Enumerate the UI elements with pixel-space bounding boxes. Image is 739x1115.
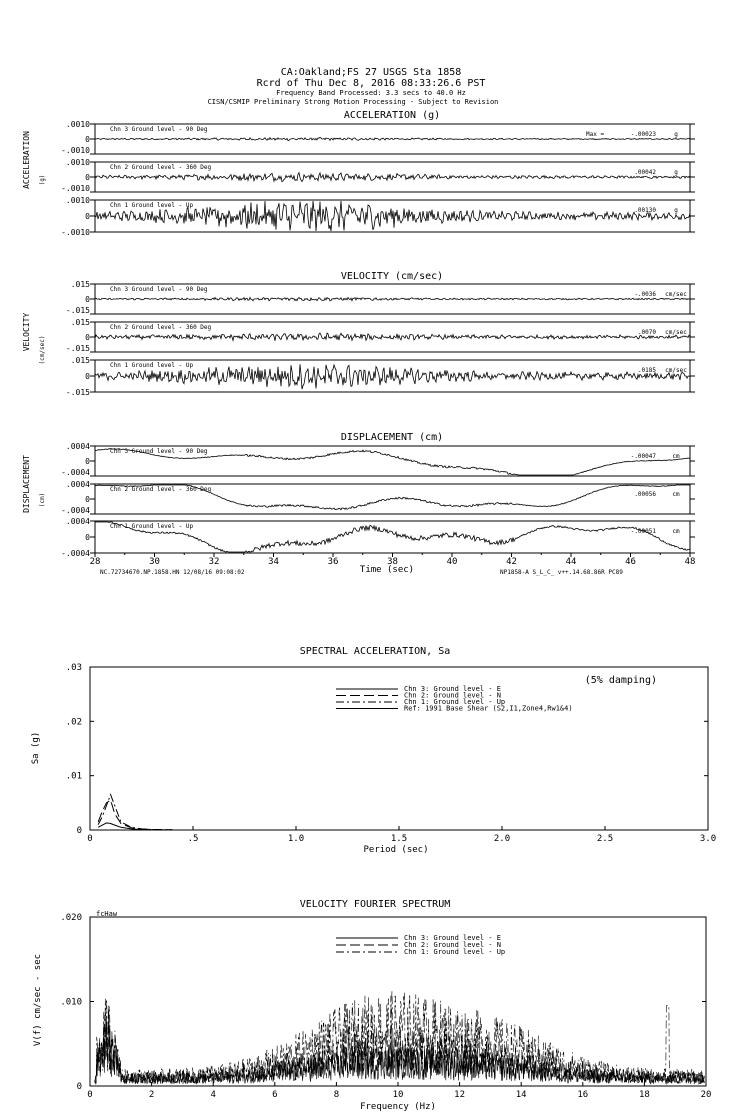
waveform-trace xyxy=(95,173,690,182)
channel-name: Chn 3 Ground level - 90 Deg xyxy=(110,126,208,133)
y-tick-label: .020 xyxy=(60,913,82,923)
x-tick-label: 20 xyxy=(700,1090,712,1100)
sa-annotation: (5% damping) xyxy=(584,675,657,686)
y-tick-label: .02 xyxy=(65,717,82,728)
x-tick-label: 2.5 xyxy=(596,834,614,844)
spectral-acceleration-chart xyxy=(31,646,716,855)
fs-corner-label: fcHaw xyxy=(96,910,118,918)
x-tick-label: 1.5 xyxy=(390,834,408,844)
x-tick-label: 46 xyxy=(625,557,636,567)
sa-title: SPECTRAL ACCELERATION, Sa xyxy=(299,646,451,657)
sa-series-2 xyxy=(98,800,172,830)
displacement-panel xyxy=(22,432,695,575)
fs-xlabel: Frequency (Hz) xyxy=(360,1102,436,1112)
velocity-fourier-spectrum-chart xyxy=(33,899,711,1112)
y-tick-label: 0 xyxy=(85,173,90,182)
dis-channel-3 xyxy=(61,517,695,558)
peak-unit: cm/sec xyxy=(665,329,687,336)
peak-value: .00130 xyxy=(634,207,656,214)
peak-value: .00042 xyxy=(634,169,656,176)
x-tick-label: 2.0 xyxy=(493,834,511,844)
y-tick-label: -.0004 xyxy=(61,506,90,515)
y-tick-label: -.015 xyxy=(65,388,90,397)
x-tick-label: 38 xyxy=(387,557,398,567)
peak-unit: cm xyxy=(672,453,680,460)
y-tick-label: 0 xyxy=(85,295,90,304)
y-tick-label: .0010 xyxy=(65,158,90,167)
y-tick-label: 0 xyxy=(85,212,90,221)
x-tick-label: 48 xyxy=(684,557,696,567)
channel-name: Chn 3 Ground level - 90 Deg xyxy=(110,448,208,455)
y-tick-label: 0 xyxy=(85,495,90,504)
max-prefix: Max = xyxy=(586,131,605,138)
x-tick-label: 4 xyxy=(210,1090,216,1100)
dis-yunit: (cm) xyxy=(39,492,46,508)
fs-title: VELOCITY FOURIER SPECTRUM xyxy=(299,899,451,910)
acceleration-panel xyxy=(22,110,695,237)
y-tick-label: 0 xyxy=(85,372,90,381)
x-tick-label: 3.0 xyxy=(699,834,717,844)
y-tick-label: -.015 xyxy=(65,306,90,315)
figure-header xyxy=(208,67,499,106)
waveform-trace xyxy=(95,298,690,301)
waveform-trace xyxy=(95,333,690,341)
dis-title: DISPLACEMENT (cm) xyxy=(340,432,444,443)
channel-name: Chn 2 Ground level - 360 Deg xyxy=(110,164,212,171)
y-tick-label: .0004 xyxy=(65,442,90,451)
y-tick-label: 0 xyxy=(85,333,90,342)
peak-value: .00056 xyxy=(634,491,656,498)
peak-unit: g xyxy=(674,169,678,176)
peak-unit: g xyxy=(674,131,678,138)
legend-label-2: Chn 2: Ground level - N xyxy=(404,941,501,949)
y-tick-label: -.0010 xyxy=(61,184,90,193)
acc-channel-1 xyxy=(61,120,695,155)
y-tick-label: -.015 xyxy=(65,344,90,353)
y-tick-label: -.0010 xyxy=(61,146,90,155)
legend-label-3: Chn 1: Ground level - Up xyxy=(404,698,506,706)
y-tick-label: -.0010 xyxy=(61,228,90,237)
y-tick-label: 0 xyxy=(85,457,90,466)
x-tick-label: 42 xyxy=(506,557,517,567)
vel-channel-3 xyxy=(66,356,695,397)
legend-label-1: Chn 3: Ground level - E xyxy=(404,934,501,942)
x-tick-label: .5 xyxy=(187,834,199,844)
channel-name: Chn 1 Ground level - Up xyxy=(110,362,194,369)
peak-unit: g xyxy=(674,207,678,214)
channel-name: Chn 2 Ground level - 360 Deg xyxy=(110,486,212,493)
x-tick-label: 44 xyxy=(565,557,577,567)
legend-label-3: Chn 1: Ground level - Up xyxy=(404,948,506,956)
header-line-1: CA:Oakland;FS 27 USGS Sta 1858 xyxy=(280,67,462,78)
x-tick-label: 16 xyxy=(577,1090,589,1100)
vel-ylabel: VELOCITY xyxy=(22,312,31,352)
peak-unit: cm xyxy=(672,491,680,498)
y-tick-label: .015 xyxy=(70,280,90,289)
peak-unit: cm/sec xyxy=(665,291,687,298)
peak-value: -.0036 xyxy=(634,291,656,298)
y-tick-label: .010 xyxy=(60,997,82,1008)
peak-unit: cm/sec xyxy=(665,367,687,374)
vel-yunit: (cm/sec) xyxy=(39,335,46,365)
y-tick-label: -.0004 xyxy=(61,468,90,477)
y-tick-label: .03 xyxy=(65,663,82,673)
footer-right: NP1858-A S_L_C_ v++.14.68.86R PC89 xyxy=(500,569,623,576)
x-tick-label: 8 xyxy=(333,1090,340,1100)
header-line-2: Rcrd of Thu Dec 8, 2016 08:33:26.6 PST xyxy=(256,78,486,89)
legend-label-4: Ref: 1991 Base Shear (S2,I1,Zone4,Rw1&4) xyxy=(404,704,573,713)
x-tick-label: 40 xyxy=(446,557,458,567)
dis-channel-2 xyxy=(61,480,695,515)
channel-name: Chn 2 Ground level - 360 Deg xyxy=(110,324,212,331)
acc-channel-3 xyxy=(61,196,695,237)
x-tick-label: 32 xyxy=(208,557,220,567)
x-tick-label: 1.0 xyxy=(287,834,305,844)
y-tick-label: 0 xyxy=(85,135,90,144)
acc-yunit: (g) xyxy=(39,174,46,186)
y-tick-label: .0010 xyxy=(65,196,90,205)
vel-title: VELOCITY (cm/sec) xyxy=(340,271,444,282)
x-tick-label: 34 xyxy=(268,557,279,567)
x-tick-label: 0 xyxy=(87,834,93,844)
channel-name: Chn 1 Ground level - Up xyxy=(110,202,194,209)
x-tick-label: 12 xyxy=(454,1090,466,1100)
acc-ylabel: ACCELERATION xyxy=(22,131,31,189)
legend-label-2: Chn 2: Ground level - N xyxy=(404,691,501,700)
sa-series-3 xyxy=(98,795,172,830)
y-tick-label: 0 xyxy=(76,1082,82,1092)
acc-channel-2 xyxy=(61,158,695,193)
fs-ylabel: V(f) cm/sec - sec xyxy=(33,953,43,1047)
y-tick-label: 0 xyxy=(76,826,82,836)
sa-ylabel: Sa (g) xyxy=(31,731,41,765)
dis-channel-1 xyxy=(61,442,695,477)
x-tick-label: 36 xyxy=(327,557,339,567)
x-tick-label: 18 xyxy=(638,1090,650,1100)
peak-value: -.00023 xyxy=(630,131,656,138)
y-tick-label: -.0004 xyxy=(61,549,90,558)
peak-value: -.00051 xyxy=(630,528,656,535)
y-tick-label: 0 xyxy=(85,533,90,542)
y-tick-label: .0004 xyxy=(65,480,90,489)
x-tick-label: 2 xyxy=(148,1090,155,1100)
peak-value: .0070 xyxy=(637,329,656,336)
y-tick-label: .0004 xyxy=(65,517,90,526)
velocity-panel xyxy=(22,271,695,397)
peak-value: -.00047 xyxy=(630,453,656,460)
dis-xlabel: Time (sec) xyxy=(359,565,415,575)
y-tick-label: .01 xyxy=(65,771,82,782)
x-tick-label: 28 xyxy=(89,557,101,567)
header-line-4: CISN/CSMIP Preliminary Strong Motion Processing - Subject to Revision xyxy=(207,98,499,106)
x-tick-label: 30 xyxy=(149,557,160,567)
x-tick-label: 6 xyxy=(272,1090,278,1100)
header-line-3: Frequency Band Processed: 3.3 secs to 40.0 Hz xyxy=(276,89,466,97)
x-tick-label: 14 xyxy=(515,1090,527,1100)
footer-left: NC.72734670.NP.1858.HN 12/08/16 09:08:02 xyxy=(100,569,245,576)
y-tick-label: .015 xyxy=(70,318,90,327)
acc-title: ACCELERATION (g) xyxy=(343,110,441,121)
y-tick-label: .0010 xyxy=(65,120,90,129)
channel-name: Chn 1 Ground level - Up xyxy=(110,523,194,530)
y-tick-label: .015 xyxy=(70,356,90,365)
sa-series-1 xyxy=(98,823,172,830)
x-tick-label: 0 xyxy=(87,1090,93,1100)
vel-channel-1 xyxy=(66,280,695,315)
x-tick-label: 10 xyxy=(392,1090,404,1100)
sa-frame xyxy=(90,667,708,830)
peak-value: .0185 xyxy=(637,367,656,374)
legend-label-1: Chn 3: Ground level - E xyxy=(404,685,501,693)
peak-unit: cm xyxy=(672,528,680,535)
sa-xlabel: Period (sec) xyxy=(363,845,429,855)
channel-name: Chn 3 Ground level - 90 Deg xyxy=(110,286,208,293)
dis-ylabel: DISPLACEMENT xyxy=(22,455,31,513)
vel-channel-2 xyxy=(66,318,695,353)
